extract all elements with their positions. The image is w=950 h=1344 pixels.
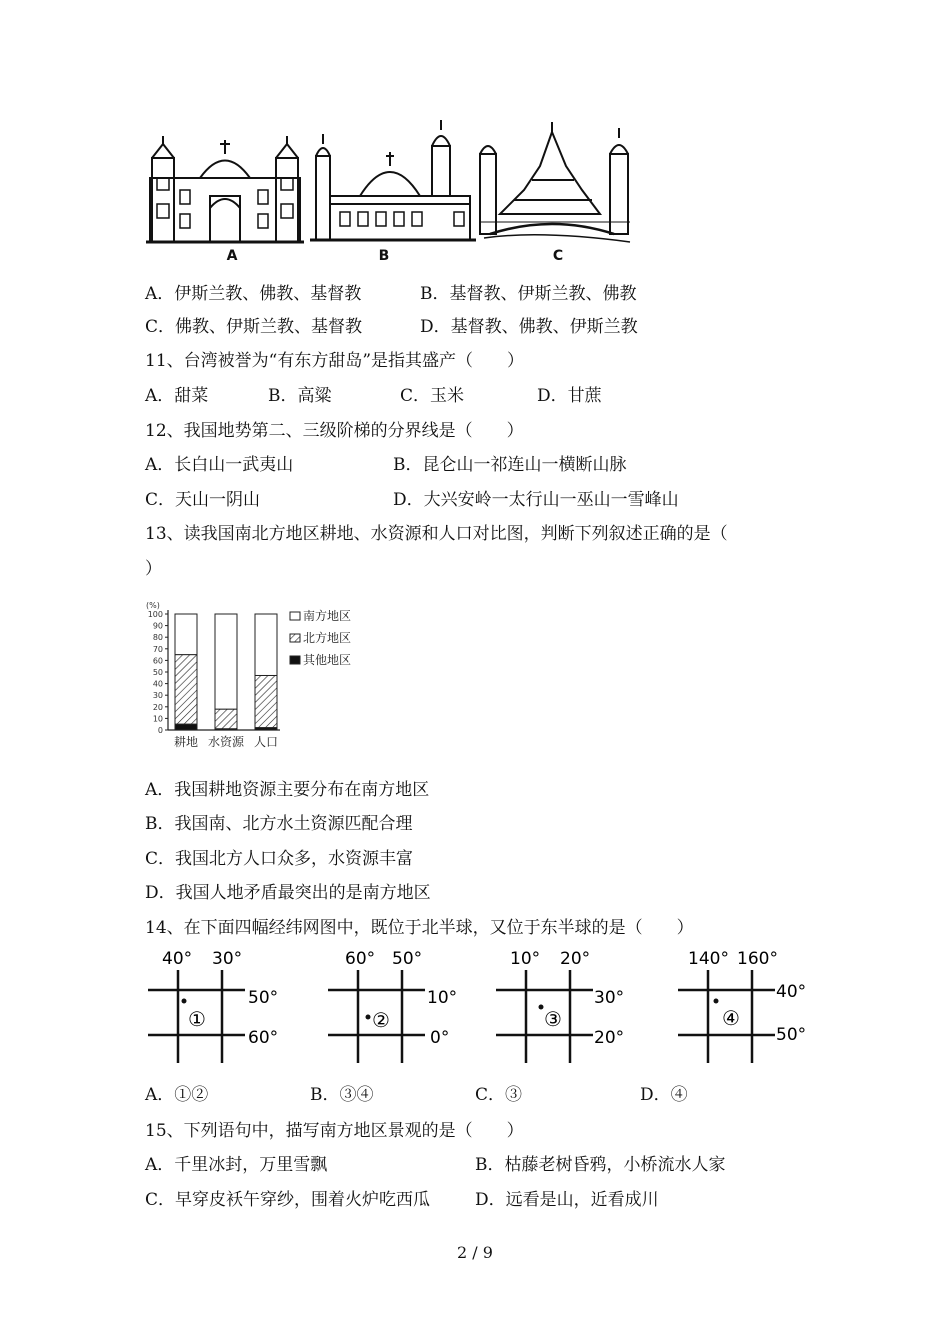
q15-option-a: A．千里冰封，万里雪飘 <box>145 1155 328 1175</box>
chart-y-tick-label: 100 <box>147 610 163 619</box>
chart-y-axis-label: (%) <box>146 601 160 610</box>
q14-stem: 14、在下面四幅经纬网图中，既位于北半球，又位于东半球的是（ ） <box>145 918 694 938</box>
chart-legend-swatch <box>290 612 300 620</box>
chart-category-label: 人口 <box>253 735 279 749</box>
chart-y-tick-label: 60 <box>152 656 163 666</box>
chart-y-tick-label: 80 <box>152 633 163 643</box>
q14-option-c: C．③ <box>475 1085 523 1105</box>
q10-option-b: B．基督教、伊斯兰教、佛教 <box>420 284 637 304</box>
q15-option-b: B．枯藤老树昏鸦，小桥流水人家 <box>475 1155 726 1175</box>
q12-option-c: C．天山一阴山 <box>145 490 261 510</box>
stacked-bar-chart <box>140 598 380 758</box>
grid-1-right-bottom-label: 60° <box>248 1028 279 1048</box>
grid-4-top-right-label: 160° <box>737 949 778 969</box>
q12-option-b: B．昆仑山一祁连山一横断山脉 <box>393 455 627 475</box>
mosque-building-illustration <box>310 120 476 240</box>
grid-1-point <box>182 999 187 1004</box>
chart-y-tick-label: 0 <box>157 726 163 735</box>
page-number: 2 / 9 <box>457 1243 493 1262</box>
grid-4-top-left-label: 140° <box>688 949 729 969</box>
q11-option-a: A．甜菜 <box>145 386 209 406</box>
q14-option-d: D．④ <box>640 1085 688 1105</box>
chart-category-label: 耕地 <box>173 735 199 749</box>
q11-option-d: D．甘蔗 <box>537 386 602 406</box>
chart-bar-segment <box>255 675 277 727</box>
q12-option-d: D．大兴安岭一太行山一巫山一雪峰山 <box>393 490 679 510</box>
chart-y-tick-label: 50 <box>152 668 163 677</box>
grid-3-top-left-label: 10° <box>510 949 541 969</box>
chart-bar-segment <box>175 655 197 725</box>
grid-1-top-left-label: 40° <box>162 949 193 969</box>
q13-option-b: B．我国南、北方水土资源匹配合理 <box>145 814 413 834</box>
chart-y-tick-label: 20 <box>152 702 163 712</box>
grid-2-right-top-label: 10° <box>427 988 458 1008</box>
grid-3-top-right-label: 20° <box>560 949 591 969</box>
q11-option-b: B．高粱 <box>268 386 332 406</box>
grid-2-point <box>366 1015 371 1020</box>
grid-2-marker: ② <box>372 1008 390 1032</box>
q13-option-c: C．我国北方人口众多，水资源丰富 <box>145 849 414 869</box>
grid-3-right-bottom-label: 20° <box>594 1028 625 1048</box>
grid-2-top-left-label: 60° <box>345 949 376 969</box>
q12-stem: 12、我国地势第二、三级阶梯的分界线是（ ） <box>145 421 524 441</box>
chart-bar-segment <box>175 724 197 730</box>
q14-option-a: A．①② <box>145 1085 209 1105</box>
grid-1-right-top-label: 50° <box>248 988 279 1008</box>
q13-stem: 13、读我国南北方地区耕地、水资源和人口对比图，判断下列叙述正确的是（ <box>145 524 728 544</box>
q13-option-d: D．我国人地矛盾最突出的是南方地区 <box>145 883 431 903</box>
q10-option-d: D．基督教、佛教、伊斯兰教 <box>420 317 638 337</box>
grid-1-marker: ① <box>188 1007 206 1031</box>
chart-bar-segment <box>215 614 237 709</box>
q12-option-a: A．长白山一武夷山 <box>145 455 294 475</box>
pagoda-building-illustration <box>480 122 630 242</box>
chart-legend-label: 北方地区 <box>303 631 352 645</box>
figure-label-a: A <box>226 248 238 264</box>
chart-legend-label: 南方地区 <box>303 609 352 623</box>
grid-4-point <box>714 999 719 1004</box>
chart-bar-segment <box>255 614 277 675</box>
figure-label-c: C <box>552 248 564 264</box>
grid-4-right-bottom-label: 50° <box>776 1025 807 1045</box>
religious-buildings-figure <box>140 118 640 268</box>
grid-2-right-bottom-label: 0° <box>430 1028 450 1048</box>
grid-2-top-right-label: 50° <box>392 949 423 969</box>
chart-legend-swatch <box>290 656 300 664</box>
church-building-illustration <box>146 136 304 242</box>
grid-4-right-top-label: 40° <box>776 982 807 1002</box>
grid-3-marker: ③ <box>544 1007 562 1031</box>
grid-3-point <box>539 1005 544 1010</box>
chart-bar-segment <box>175 614 197 655</box>
chart-legend-label: 其他地区 <box>303 653 352 667</box>
q10-option-a: A．伊斯兰教、佛教、基督教 <box>145 284 362 304</box>
q14-option-b: B．③④ <box>310 1085 374 1105</box>
grid-1-top-right-label: 30° <box>212 949 243 969</box>
chart-y-tick-label: 30 <box>152 691 163 701</box>
chart-category-label: 水资源 <box>207 735 245 749</box>
grid-4-marker: ④ <box>722 1006 740 1030</box>
q15-option-d: D．远看是山，近看成川 <box>475 1190 659 1210</box>
q10-option-c: C．佛教、伊斯兰教、基督教 <box>145 317 363 337</box>
grid-3-right-top-label: 30° <box>594 988 625 1008</box>
q13-option-a: A．我国耕地资源主要分布在南方地区 <box>145 780 430 800</box>
figure-label-b: B <box>378 248 390 264</box>
q11-option-c: C．玉米 <box>400 386 465 406</box>
q15-stem: 15、下列语句中，描写南方地区景观的是（ ） <box>145 1121 524 1141</box>
chart-y-tick-label: 70 <box>152 644 163 654</box>
chart-bar-segment <box>215 709 237 729</box>
chart-legend-swatch <box>290 634 300 642</box>
q13-stem-end: ） <box>145 559 162 579</box>
q11-stem: 11、台湾被誉为“有东方甜岛”是指其盛产（ ） <box>145 351 525 371</box>
q15-option-c: C．早穿皮袄午穿纱，围着火炉吃西瓜 <box>145 1190 431 1210</box>
lat-long-grids-figure <box>140 945 820 1070</box>
chart-y-tick-label: 90 <box>152 621 163 631</box>
chart-y-tick-label: 40 <box>152 679 163 689</box>
chart-y-tick-label: 10 <box>152 714 163 724</box>
